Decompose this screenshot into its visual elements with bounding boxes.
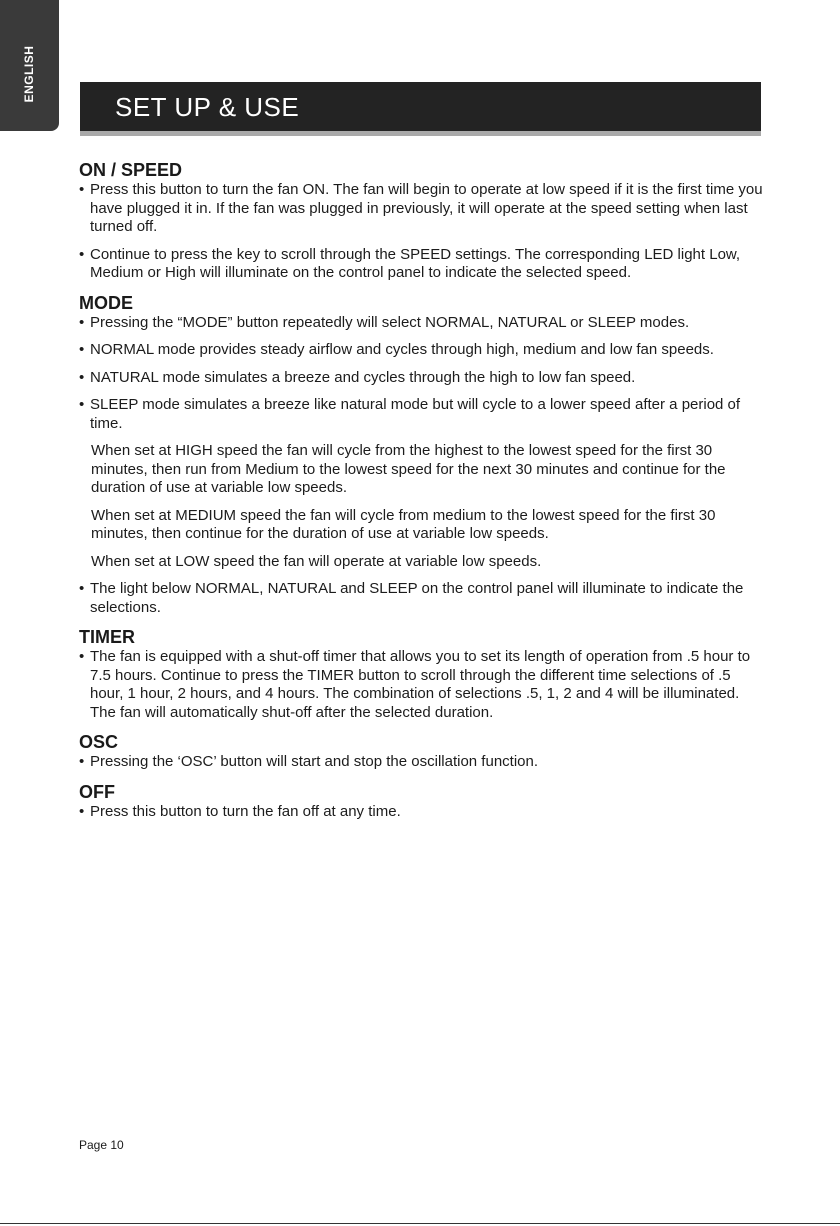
bullet-item: • The light below NORMAL, NATURAL and SLEEP on the control panel will illuminate to indicate the selections. [79,580,764,617]
sub-paragraph: When set at MEDIUM speed the fan will cycle from medium to the lowest speed for the first 30 minutes, then continue for the duration of use at variable low speeds. [91,506,716,542]
instructions-body [79,159,764,830]
section-heading: OFF [79,781,115,802]
bullet-item: • NATURAL mode simulates a breeze and cycles through the high to low fan speed. [79,369,764,388]
section-heading: TIMER [79,627,135,647]
bullet-item: • The fan is equipped with a shut-off timer that allows you to set its length of operation from .5 hour to 7.5 hours. Continue to press the TIMER button to scroll through the different time selections of .5 hour, 1 hour, 2 hours, and 4 hours. The combination of selections .5, 1, 2 and 4 will be illuminated. The fan will automatically shut-off after the selected duration. [79,648,764,722]
bullet-item: • Continue to press the key to scroll through the SPEED settings. The corresponding LED light Low, Medium or High will illuminate on the control panel to indicate the selected speed. [79,246,764,283]
section-banner [80,82,761,136]
section-heading: ON / SPEED [79,160,183,180]
section-osc [79,731,764,772]
sub-paragraph: When set at HIGH speed the fan will cycle from the highest to the lowest speed for the first 30 minutes, then run from Medium to the lowest speed for the next 30 minutes and continue for the duration of use at variable low speeds. [91,442,726,496]
bullet-item: • Pressing the “MODE” button repeatedly will select NORMAL, NATURAL or SLEEP modes. [79,314,764,333]
bullet-item: • Press this button to turn the fan off at any time. [79,803,764,822]
bullet-item: • Press this button to turn the fan ON. The fan will begin to operate at low speed if it is the first time you have plugged it in. If the fan was plugged in previously, it will operate at the speed setting when last turned off. [79,181,764,237]
section-off [79,781,764,822]
language-tab [0,0,59,131]
bullet-item: • NORMAL mode provides steady airflow and cycles through high, medium and low fan speeds. [79,341,764,360]
page-number: Page 10 [79,1138,124,1152]
page-edge-rule [0,1223,840,1224]
section-timer [79,626,764,722]
bullet-item: • Pressing the ‘OSC’ button will start and stop the oscillation function. [79,753,764,772]
section-on-speed [79,159,764,283]
section-heading: MODE [79,292,133,313]
page-title: SET UP & USE [115,92,300,122]
bullet-item: • SLEEP mode simulates a breeze like natural mode but will cycle to a lower speed after a period of time. [79,396,764,433]
sub-paragraph: When set at LOW speed the fan will operate at variable low speeds. [91,552,542,570]
section-mode [79,292,764,618]
section-heading: OSC [79,732,119,752]
language-tab-label: ENGLISH [22,45,36,103]
